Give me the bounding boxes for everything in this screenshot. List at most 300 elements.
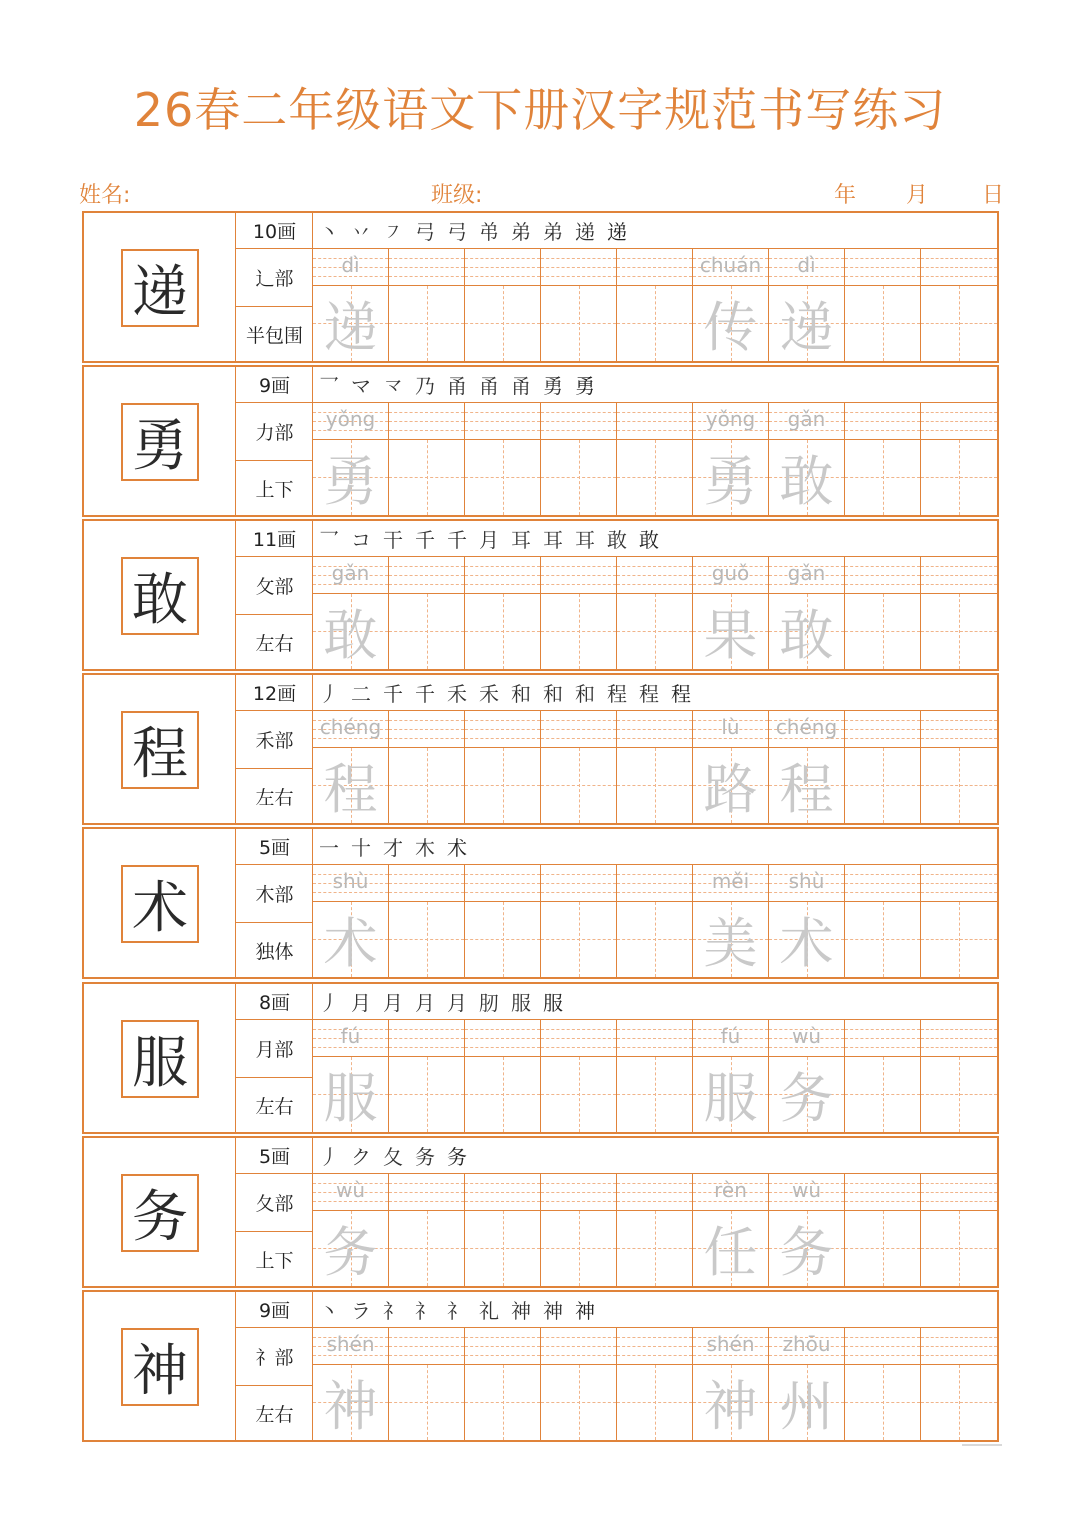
- main-character-cell: [84, 1138, 236, 1286]
- tianzige-box[interactable]: [693, 1057, 768, 1132]
- writing-cell[interactable]: [693, 1174, 769, 1286]
- writing-cell[interactable]: [465, 865, 541, 977]
- stroke-step: 弓: [415, 220, 435, 244]
- tianzige-box[interactable]: [465, 748, 540, 823]
- pinyin-guide-line: [389, 1192, 464, 1193]
- pinyin-band: [617, 1174, 692, 1211]
- pinyin-band: [541, 865, 616, 902]
- structure-label: 上下: [255, 478, 294, 501]
- pinyin-guide-line: [617, 892, 692, 893]
- tianzige-box[interactable]: [845, 748, 920, 823]
- trace-character: [845, 440, 920, 515]
- stroke-step: 务: [447, 1145, 467, 1169]
- tianzige-box[interactable]: [465, 1365, 540, 1440]
- writing-cell[interactable]: [693, 557, 769, 669]
- writing-cell[interactable]: [921, 557, 997, 669]
- stroke-step: 千: [415, 528, 435, 552]
- stroke-step: 禾: [479, 682, 499, 706]
- writing-cell[interactable]: [313, 249, 389, 361]
- pinyin-band: [921, 865, 997, 902]
- writing-cell[interactable]: [541, 865, 617, 977]
- tianzige-box[interactable]: [921, 1211, 997, 1286]
- stroke-step: ㇇: [383, 220, 403, 244]
- pinyin-guide-line: [465, 1355, 540, 1356]
- trace-character: [845, 1057, 920, 1132]
- tianzige-box[interactable]: [693, 440, 768, 515]
- writing-cell[interactable]: [389, 557, 465, 669]
- stroke-step: 敢: [639, 528, 659, 552]
- trace-character: [921, 1057, 997, 1132]
- stroke-order-row: [313, 1292, 997, 1328]
- pinyin-text: měi: [711, 869, 750, 893]
- tianzige-box[interactable]: [921, 902, 997, 977]
- stroke-order-row: [313, 367, 997, 403]
- pinyin-guide-line: [617, 874, 692, 875]
- pinyin-band: [389, 865, 464, 902]
- pinyin-band: [313, 711, 388, 748]
- radical-label: 夂部: [236, 1174, 313, 1232]
- pinyin-guide-line: [465, 1029, 540, 1030]
- writing-cell[interactable]: [769, 711, 845, 823]
- tianzige-box[interactable]: [769, 902, 844, 977]
- pinyin-guide-line: [845, 1029, 920, 1030]
- tianzige-box[interactable]: [845, 902, 920, 977]
- writing-cell[interactable]: [465, 1328, 541, 1440]
- tianzige-box[interactable]: [769, 1211, 844, 1286]
- writing-cell[interactable]: [541, 1020, 617, 1132]
- tianzige-box[interactable]: [845, 286, 920, 361]
- stroke-step: 甬: [511, 374, 531, 398]
- pinyin-band: [769, 711, 844, 748]
- writing-cell[interactable]: [617, 249, 693, 361]
- writing-cell[interactable]: [465, 711, 541, 823]
- tianzige-box[interactable]: [617, 1211, 692, 1286]
- trace-character: [845, 286, 920, 361]
- stroke-count-label: 9画: [236, 1292, 313, 1328]
- pinyin-band: [921, 1020, 997, 1057]
- pinyin-guide-line: [921, 421, 997, 422]
- writing-cell[interactable]: [921, 711, 997, 823]
- tianzige-box[interactable]: [921, 1365, 997, 1440]
- stroke-step: 夂: [383, 1145, 403, 1169]
- pinyin-guide-line: [921, 738, 997, 739]
- writing-cell[interactable]: [921, 1328, 997, 1440]
- tianzige-box[interactable]: [693, 286, 768, 361]
- tianzige-box[interactable]: [617, 594, 692, 669]
- pinyin-guide-line: [389, 1201, 464, 1202]
- character-info: [236, 367, 313, 515]
- main-character-cell: [84, 829, 236, 977]
- pinyin-guide-line: [465, 566, 540, 567]
- trace-character: [389, 902, 464, 977]
- pinyin-guide-line: [845, 1183, 920, 1184]
- trace-character: [617, 748, 692, 823]
- stroke-order-row: [313, 829, 997, 865]
- writing-cell[interactable]: [313, 1328, 389, 1440]
- tianzige-box[interactable]: [921, 1057, 997, 1132]
- writing-cell[interactable]: [313, 1020, 389, 1132]
- stroke-step: 礻: [447, 1299, 467, 1323]
- pinyin-band: [769, 249, 844, 286]
- tianzige-box[interactable]: [541, 902, 616, 977]
- writing-cell[interactable]: [845, 865, 921, 977]
- tianzige-box[interactable]: [845, 1057, 920, 1132]
- pinyin-band: [465, 557, 540, 594]
- tianzige-box[interactable]: [693, 748, 768, 823]
- writing-cell[interactable]: [769, 865, 845, 977]
- pinyin-guide-line: [921, 1183, 997, 1184]
- pinyin-guide-line: [389, 566, 464, 567]
- writing-cell[interactable]: [313, 1174, 389, 1286]
- writing-cell[interactable]: [541, 249, 617, 361]
- pinyin-guide-line: [617, 720, 692, 721]
- tianzige-box[interactable]: [693, 1211, 768, 1286]
- pinyin-band: [769, 865, 844, 902]
- tianzige-box[interactable]: [541, 1211, 616, 1286]
- writing-cell[interactable]: [465, 403, 541, 515]
- writing-cell[interactable]: [769, 249, 845, 361]
- pinyin-guide-line: [389, 1047, 464, 1048]
- writing-cell[interactable]: [389, 249, 465, 361]
- writing-cell[interactable]: [921, 865, 997, 977]
- tianzige-box[interactable]: [465, 1211, 540, 1286]
- writing-cell[interactable]: [921, 249, 997, 361]
- pinyin-guide-line: [921, 1029, 997, 1030]
- trace-character: 递: [779, 296, 834, 359]
- writing-cell[interactable]: [541, 1174, 617, 1286]
- tianzige-box[interactable]: [693, 1365, 768, 1440]
- tianzige-box[interactable]: [389, 1057, 464, 1132]
- trace-character: [465, 440, 540, 515]
- stroke-step: 耳: [511, 528, 531, 552]
- trace-character: [465, 1365, 540, 1440]
- tianzige-box[interactable]: [313, 748, 388, 823]
- pinyin-band: [313, 865, 388, 902]
- stroke-step: 神: [575, 1299, 595, 1323]
- trace-character: 美: [703, 912, 758, 975]
- writing-cell[interactable]: [313, 557, 389, 669]
- main-character: 递: [121, 249, 199, 327]
- pinyin-text: fú: [720, 1024, 741, 1048]
- tianzige-box[interactable]: [541, 748, 616, 823]
- pinyin-guide-line: [921, 1047, 997, 1048]
- main-character-cell: [84, 675, 236, 823]
- writing-cell[interactable]: [465, 1174, 541, 1286]
- stroke-step: 递: [575, 220, 595, 244]
- writing-cell[interactable]: [921, 1020, 997, 1132]
- trace-character: [617, 1057, 692, 1132]
- stroke-step: 和: [543, 682, 563, 706]
- writing-cell[interactable]: [389, 403, 465, 515]
- writing-grid: [313, 557, 997, 669]
- writing-cell[interactable]: [921, 1174, 997, 1286]
- pinyin-band: [693, 403, 768, 440]
- pinyin-band: [769, 1328, 844, 1365]
- pinyin-guide-line: [617, 1355, 692, 1356]
- pinyin-text: fú: [340, 1024, 361, 1048]
- writing-cell[interactable]: [541, 1328, 617, 1440]
- writing-cell[interactable]: [845, 249, 921, 361]
- tianzige-box[interactable]: [845, 1365, 920, 1440]
- writing-cell[interactable]: [541, 557, 617, 669]
- tianzige-box[interactable]: [313, 1365, 388, 1440]
- writing-cell[interactable]: [769, 1328, 845, 1440]
- tianzige-box[interactable]: [313, 902, 388, 977]
- stroke-step: 乃: [415, 374, 435, 398]
- pinyin-guide-line: [617, 738, 692, 739]
- trace-character: [921, 748, 997, 823]
- writing-cell[interactable]: [769, 557, 845, 669]
- pinyin-guide-line: [389, 267, 464, 268]
- pinyin-band: [617, 1020, 692, 1057]
- pinyin-band: [617, 557, 692, 594]
- stroke-step: 月: [447, 991, 467, 1015]
- tianzige-box[interactable]: [389, 748, 464, 823]
- writing-cell[interactable]: [693, 1328, 769, 1440]
- tianzige-box[interactable]: [845, 594, 920, 669]
- writing-cell[interactable]: [541, 711, 617, 823]
- stroke-step: 千: [383, 682, 403, 706]
- tianzige-box[interactable]: [693, 594, 768, 669]
- pinyin-guide-line: [617, 584, 692, 585]
- tianzige-box[interactable]: [389, 594, 464, 669]
- writing-cell[interactable]: [769, 403, 845, 515]
- pinyin-guide-line: [389, 584, 464, 585]
- tianzige-box[interactable]: [541, 440, 616, 515]
- pinyin-guide-line: [465, 892, 540, 893]
- tianzige-box[interactable]: [465, 286, 540, 361]
- pinyin-text: gǎn: [331, 561, 370, 585]
- trace-character: 路: [703, 758, 758, 821]
- writing-cell[interactable]: [845, 1328, 921, 1440]
- page-corner-mark: [962, 1444, 1002, 1446]
- writing-cell[interactable]: [769, 1020, 845, 1132]
- stroke-step: 甬: [447, 374, 467, 398]
- pinyin-guide-line: [921, 566, 997, 567]
- tianzige-box[interactable]: [541, 1365, 616, 1440]
- writing-cell[interactable]: [617, 1020, 693, 1132]
- tianzige-box[interactable]: [389, 440, 464, 515]
- writing-cell[interactable]: [465, 557, 541, 669]
- writing-cell[interactable]: [769, 1174, 845, 1286]
- pinyin-band: [465, 249, 540, 286]
- pinyin-text: gǎn: [787, 407, 826, 431]
- pinyin-guide-line: [845, 874, 920, 875]
- tianzige-box[interactable]: [313, 440, 388, 515]
- character-block: [82, 519, 999, 671]
- writing-cell[interactable]: [617, 711, 693, 823]
- pinyin-guide-line: [541, 276, 616, 277]
- tianzige-box[interactable]: [617, 440, 692, 515]
- stroke-step: 礼: [479, 1299, 499, 1323]
- pinyin-band: [845, 1328, 920, 1365]
- pinyin-guide-line: [389, 892, 464, 893]
- pinyin-band: [313, 1328, 388, 1365]
- tianzige-box[interactable]: [541, 1057, 616, 1132]
- stroke-step: 木: [415, 836, 435, 860]
- tianzige-box[interactable]: [389, 1211, 464, 1286]
- tianzige-box[interactable]: [617, 1057, 692, 1132]
- pinyin-text: chéng: [775, 715, 838, 739]
- pinyin-guide-line: [465, 1201, 540, 1202]
- stroke-count-label: 9画: [236, 367, 313, 403]
- stroke-step: 程: [639, 682, 659, 706]
- tianzige-box[interactable]: [617, 748, 692, 823]
- writing-cell[interactable]: [693, 403, 769, 515]
- writing-cell[interactable]: [693, 1020, 769, 1132]
- writing-cell[interactable]: [617, 557, 693, 669]
- writing-cell[interactable]: [693, 249, 769, 361]
- tianzige-box[interactable]: [389, 1365, 464, 1440]
- pinyin-guide-line: [389, 1355, 464, 1356]
- pinyin-band: [541, 403, 616, 440]
- pinyin-text: chéng: [319, 715, 382, 739]
- stroke-order-row: [313, 521, 997, 557]
- tianzige-box[interactable]: [769, 1057, 844, 1132]
- tianzige-box[interactable]: [465, 902, 540, 977]
- pinyin-guide-line: [617, 729, 692, 730]
- writing-cell[interactable]: [389, 865, 465, 977]
- trace-character: [465, 902, 540, 977]
- writing-cell[interactable]: [617, 403, 693, 515]
- tianzige-box[interactable]: [313, 594, 388, 669]
- tianzige-box[interactable]: [617, 1365, 692, 1440]
- stroke-count-label: 5画: [236, 829, 313, 865]
- tianzige-box[interactable]: [313, 1057, 388, 1132]
- writing-cell[interactable]: [389, 1174, 465, 1286]
- pinyin-guide-line: [845, 430, 920, 431]
- pinyin-guide-line: [617, 412, 692, 413]
- trace-character: [617, 902, 692, 977]
- character-info: [236, 213, 313, 361]
- pinyin-guide-line: [541, 1201, 616, 1202]
- writing-cell[interactable]: [845, 711, 921, 823]
- pinyin-guide-line: [845, 729, 920, 730]
- stroke-count-label: 5画: [236, 1138, 313, 1174]
- stroke-count-label: 8画: [236, 984, 313, 1020]
- writing-cell[interactable]: [845, 403, 921, 515]
- tianzige-box[interactable]: [769, 748, 844, 823]
- pinyin-guide-line: [465, 729, 540, 730]
- trace-character: [465, 748, 540, 823]
- pinyin-guide-line: [617, 1337, 692, 1338]
- trace-character: 服: [323, 1067, 378, 1130]
- tianzige-box[interactable]: [617, 902, 692, 977]
- trace-character: [921, 1365, 997, 1440]
- tianzige-box[interactable]: [617, 286, 692, 361]
- tianzige-box[interactable]: [921, 440, 997, 515]
- stroke-step: 递: [607, 220, 627, 244]
- pinyin-guide-line: [389, 1337, 464, 1338]
- tianzige-box[interactable]: [313, 286, 388, 361]
- writing-cell[interactable]: [617, 1328, 693, 1440]
- stroke-step: 月: [351, 991, 371, 1015]
- trace-character: 务: [323, 1221, 378, 1284]
- writing-cell[interactable]: [313, 865, 389, 977]
- writing-cell[interactable]: [465, 249, 541, 361]
- writing-cell[interactable]: [389, 711, 465, 823]
- writing-cell[interactable]: [617, 865, 693, 977]
- trace-character: 传: [703, 296, 758, 359]
- tianzige-box[interactable]: [313, 1211, 388, 1286]
- pinyin-band: [617, 711, 692, 748]
- writing-cell[interactable]: [693, 711, 769, 823]
- tianzige-box[interactable]: [389, 902, 464, 977]
- trace-character: [465, 1211, 540, 1286]
- stroke-step: 丶: [319, 220, 339, 244]
- stroke-step: 才: [383, 836, 403, 860]
- pinyin-guide-line: [921, 1355, 997, 1356]
- pinyin-guide-line: [617, 267, 692, 268]
- pinyin-band: [921, 711, 997, 748]
- tianzige-box[interactable]: [465, 1057, 540, 1132]
- writing-cell[interactable]: [845, 1020, 921, 1132]
- writing-cell[interactable]: [617, 1174, 693, 1286]
- tianzige-box[interactable]: [921, 286, 997, 361]
- pinyin-guide-line: [465, 575, 540, 576]
- tianzige-box[interactable]: [769, 1365, 844, 1440]
- writing-cell[interactable]: [693, 865, 769, 977]
- pinyin-guide-line: [617, 430, 692, 431]
- pinyin-band: [541, 1328, 616, 1365]
- pinyin-band: [617, 249, 692, 286]
- pinyin-guide-line: [465, 584, 540, 585]
- writing-cell[interactable]: [389, 1328, 465, 1440]
- writing-cell[interactable]: [541, 403, 617, 515]
- tianzige-box[interactable]: [769, 440, 844, 515]
- writing-cell[interactable]: [313, 403, 389, 515]
- tianzige-box[interactable]: [389, 286, 464, 361]
- trace-character: 勇: [323, 450, 378, 513]
- class-label: 班级:: [431, 183, 483, 208]
- writing-cell[interactable]: [845, 557, 921, 669]
- writing-cell[interactable]: [845, 1174, 921, 1286]
- tianzige-box[interactable]: [845, 440, 920, 515]
- writing-grid: [313, 1328, 997, 1440]
- pinyin-text: shù: [332, 869, 369, 893]
- character-info: [236, 984, 313, 1132]
- pinyin-band: [921, 1174, 997, 1211]
- trace-character: [845, 1211, 920, 1286]
- pinyin-guide-line: [389, 883, 464, 884]
- tianzige-box[interactable]: [769, 286, 844, 361]
- writing-cell[interactable]: [921, 403, 997, 515]
- tianzige-box[interactable]: [921, 748, 997, 823]
- pinyin-guide-line: [389, 1346, 464, 1347]
- trace-character: [541, 1211, 616, 1286]
- writing-cell[interactable]: [465, 1020, 541, 1132]
- character-info: [236, 675, 313, 823]
- tianzige-box[interactable]: [693, 902, 768, 977]
- writing-cell[interactable]: [389, 1020, 465, 1132]
- tianzige-box[interactable]: [465, 594, 540, 669]
- stroke-step: 耳: [575, 528, 595, 552]
- trace-character: 务: [779, 1221, 834, 1284]
- pinyin-guide-line: [921, 412, 997, 413]
- tianzige-box[interactable]: [921, 594, 997, 669]
- main-character-cell: [84, 367, 236, 515]
- pinyin-band: [769, 1174, 844, 1211]
- pinyin-guide-line: [845, 412, 920, 413]
- writing-cell[interactable]: [313, 711, 389, 823]
- structure-label: 半包围: [245, 324, 303, 347]
- tianzige-box[interactable]: [465, 440, 540, 515]
- tianzige-box[interactable]: [769, 594, 844, 669]
- pinyin-guide-line: [921, 276, 997, 277]
- tianzige-box[interactable]: [845, 1211, 920, 1286]
- tianzige-box[interactable]: [541, 594, 616, 669]
- tianzige-box[interactable]: [541, 286, 616, 361]
